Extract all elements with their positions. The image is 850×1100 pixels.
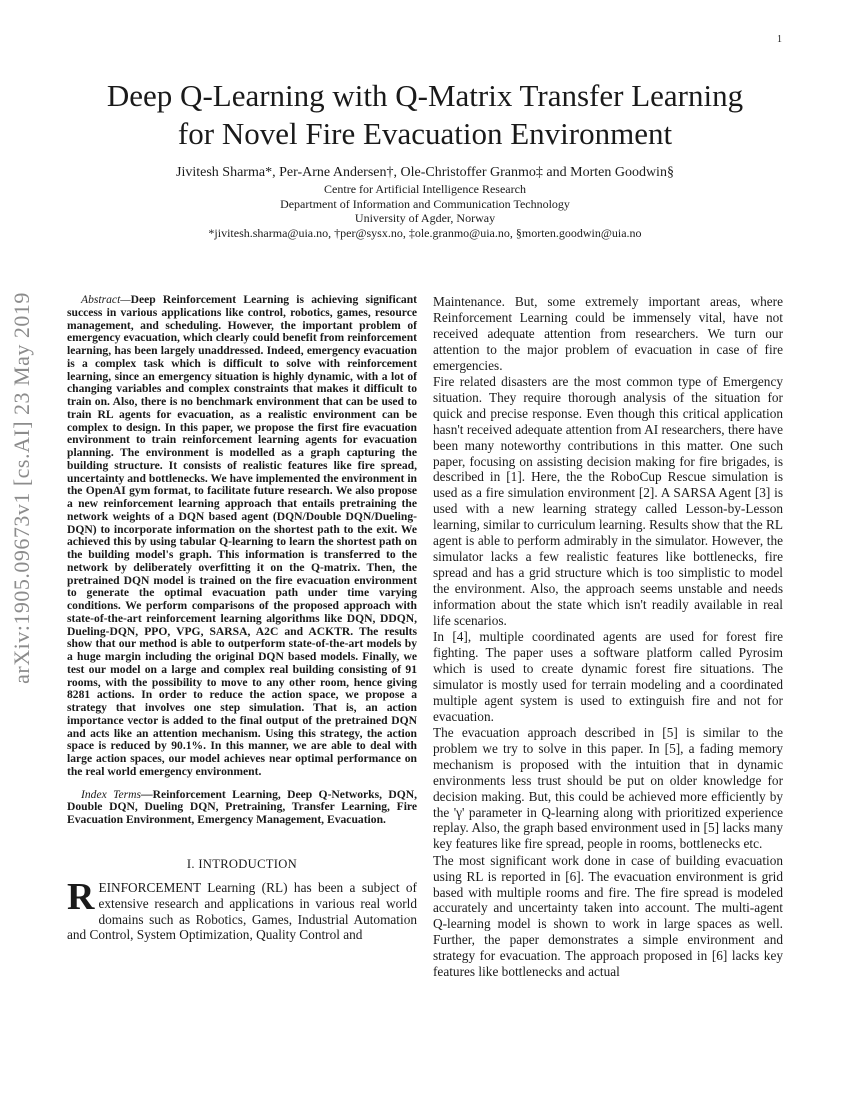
- abstract: [67, 294, 417, 779]
- body-paragraph: Fire related disasters are the most common type of Emergency situation. They require thorough analysis of the situation for quick and precise response. Even though this critical application hasn't received adequate attention from AI researchers, there have been many noteworthy contributions in this matter. One such paper, focusing on assisting decision making for fire brigades, is described in [1]. Here, the the RoboCup Rescue simulation is used as a fire simulation environment [2]. A SARSA Agent [3] is used with a new learning strategy called Lesson-by-Lesson learning, similar to curriculum learning. Results show that the RL agent is able to perform admirably in the simulator. However, the simulator lacks a few realistic features like bottlenecks, fire spread and has a grid structure which is too simplistic to model the environment. Also, the approach seems unstable and needs information about the state which isn't readily available in real life scenarios.: [433, 374, 783, 628]
- arxiv-identifier: arXiv:1905.09673v1 [cs.AI] 23 May 2019: [9, 291, 35, 684]
- abstract-label: Abstract—: [81, 293, 131, 306]
- index-terms: [67, 789, 417, 827]
- introduction-paragraph: [67, 875, 417, 944]
- section-heading-introduction: I. INTRODUCTION: [186, 856, 298, 871]
- left-column: [67, 294, 417, 943]
- index-terms-text: —Reinforcement Learning, Deep Q-Networks, DQN, Double DQN, Dueling DQN, Pretraining, Transfer Learning, Fire Evacuation Environment, Emergency Management, Evacuation.: [67, 787, 417, 826]
- body-paragraph: Maintenance. But, some extremely important areas, where Reinforcement Learning could be immensely vital, have not received adequate attention from researchers. We turn our attention to the major problem of evacuation in case of fire emergencies.: [433, 294, 783, 373]
- body-paragraph: In [4], multiple coordinated agents are used for forest fire fighting. The paper uses a software platform called Pyrosim which is used to create dynamic forest fire situations. The simulator is mostly used for terrain modeling and a coordinated multiple agent system is used to extinguish fire and not for evacuation.: [433, 629, 783, 724]
- abstract-text: Deep Reinforcement Learning is achieving significant success in various applications like control, robotics, games, resource management, and scheduling. However, the important problem of emergency evacuation, which clearly could benefit from reinforcement learning, has been largely unaddressed. Indeed, emergency evacuation is a complex task which is difficult to solve with reinforcement learning, since an emergency situation is highly dynamic, with a lot of changing variables and complex constraints that makes it difficult to train on. Also, there is no benchmark environment that can be used to train RL agents for evacuation, as a realistic environment can be complex to design. In this paper, we propose the first fire evacuation environment to train reinforcement learning agents for evacuation planning. The environment is modelled as a graph capturing the building structure. It consists of realistic features like fire spread, uncertainty and bottlenecks. We have implemented the environment in the OpenAI gym format, to facilitate future research. We also propose a new reinforcement learning approach that entails pretraining the network weights of a DQN based agent (DQN/Double DQN/Dueling-DQN) to incorporate information on the shortest path to the exit. We achieved this by using tabular Q-learning to learn the shortest path on the building model's graph. This information is transferred to the network by deliberately overfitting it on the Q-matrix. Then, the pretrained DQN model is trained on the fire evacuation environment to generate the optimal evacuation path under time varying conditions. We perform comparisons of the proposed approach with state-of-the-art reinforcement learning algorithms like DQN, DDQN, Dueling-DQN, PPO, VPG, SARSA, A2C and ACKTR. The results show that our method is able to outperform state-of-the-art models by a huge margin including the original DQN based models. Finally, we test our model on a large and complex real building consisting of 91 rooms, with the possibility to move to any other room, hence giving 8281 actions. In order to reduce the action space, we propose a strategy that involves one step simulation. That is, an action importance vector is added to the final output of the pretrained DQN and acts like an attention mechanism. Using this strategy, the action space is reduced by 90.1%. In this manner, we are able to deal with large action spaces, our model achieves near optimal performance on the real world emergency environment.: [67, 293, 417, 778]
- body-paragraph: The most significant work done in case of building evacuation using RL is reported in [6]. The evacuation environment is grid based with multiple rooms and fire. The fire spread is modeled accurately and uncertainty taken into account. The multi-agent Q-learning model is shown to work in large spaces as well. Further, the paper demonstrates a simple environment and strategy for evacuation. The approach proposed in [6] lacks key features like bottlenecks and actual: [433, 852, 783, 980]
- index-terms-label: Index Terms: [81, 787, 142, 801]
- intro-text: EINFORCEMENT Learning (RL) has been a subject of extensive research and applications in various real world domains such as Robotics, Games, Industrial Automation and Control, System Optimization, Quality Control and: [67, 879, 417, 943]
- author-emails: *jivitesh.sharma@uia.no, †per@sysx.no, ‡ole.granmo@uia.no, §morten.goodwin@uia.no: [208, 225, 642, 240]
- right-column: [433, 294, 783, 980]
- title-line-2: for Novel Fire Evacuation Environment: [177, 116, 673, 151]
- author-block: [70, 164, 780, 240]
- page-number: 1: [777, 34, 782, 45]
- author-list: Jivitesh Sharma*, Per-Arne Andersen†, Ole-Christoffer Granmo‡ and Morten Goodwin§: [176, 165, 674, 180]
- affiliation-line: Centre for Artificial Intelligence Research: [324, 182, 526, 196]
- drop-cap: R: [67, 875, 95, 918]
- affiliation-line: Department of Information and Communication Technology: [280, 196, 570, 211]
- affiliation-line: University of Agder, Norway: [354, 211, 496, 225]
- paper-title: [60, 77, 790, 153]
- arxiv-side-stamp: [2, 291, 42, 684]
- body-paragraph: The evacuation approach described in [5] is similar to the problem we try to solve in this paper. In [5], a fading memory mechanism is proposed with the intuition that in dynamic environments less trust should be put on older knowledge for decision making. But, this could be achieved more efficiently by the 'γ' parameter in Q-learning along with prioritized experience replay. Also, the graph based environment used in [5] lacks many key features like fire spread, people in rooms, bottlenecks etc.: [433, 724, 783, 852]
- title-line-1: Deep Q-Learning with Q-Matrix Transfer Learning: [106, 78, 744, 113]
